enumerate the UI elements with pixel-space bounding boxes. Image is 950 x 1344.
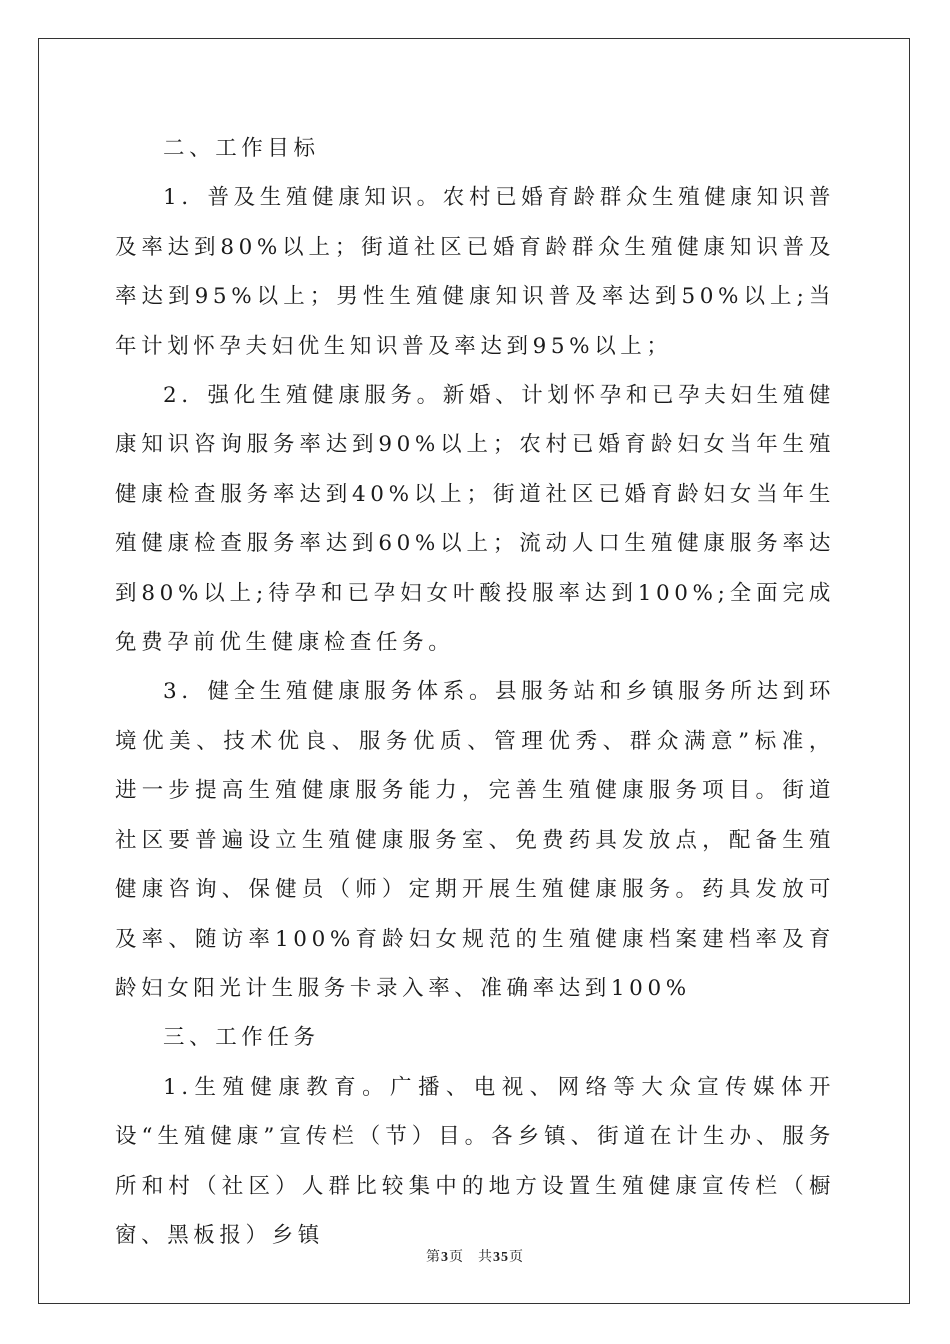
paragraph-system: 3．健全生殖健康服务体系。县服务站和乡镇服务所达到环境优美、技术优良、服务优质、管理优秀、群众满意”标准，进一步提高生殖健康服务能力，完善生殖健康服务项目。街道社区要普遍设立生殖健康服务室、免费药具发放点，配备生殖健康咨询、保健员（师）定期开展生殖健康服务。药具发放可及率、随访率100%育龄妇女规范的生殖健康档案建档率及育龄妇女阳光计生服务卡录入率、准确率达到100% <box>115 679 835 1001</box>
paragraph-services: 2．强化生殖健康服务。新婚、计划怀孕和已孕夫妇生殖健康知识咨询服务率达到90%以上；农村已婚育龄妇女当年生殖健康检查服务率达到40%以上；街道社区已婚育龄妇女当年生殖健康检查服务率达到60%以上；流动人口生殖健康服务率达到80%以上;待孕和已孕妇女叶酸投服率达到100%;全面完成免费孕前优生健康检查任务。 <box>115 383 835 656</box>
paragraph-knowledge: 1．普及生殖健康知识。农村已婚育龄群众生殖健康知识普及率达到80%以上；街道社区已婚育龄群众生殖健康知识普及率达到95%以上；男性生殖健康知识普及率达到50%以上;当年计划怀孕夫妇优生知识普及率达到95%以上； <box>115 185 835 359</box>
total-pages: 35 <box>493 1250 509 1265</box>
section-heading-goals: 二、工作目标 <box>163 136 320 161</box>
total-suffix: 页 <box>509 1249 524 1265</box>
document-body <box>115 124 835 1260</box>
page-footer <box>0 1246 950 1266</box>
section-heading-tasks: 三、工作任务 <box>163 1025 320 1051</box>
total-prefix: 共 <box>478 1249 493 1265</box>
paragraph-education: 1.生殖健康教育。广播、电视、网络等大众宣传媒体开设“生殖健康”宣传栏（节）目。各乡镇、街道在计生办、服务所和村（社区）人群比较集中的地方设置生殖健康宣传栏（橱窗、黑板报）乡镇 <box>115 1074 835 1248</box>
page-number: 3 <box>441 1250 449 1265</box>
page-prefix: 第 <box>426 1249 441 1265</box>
page-suffix: 页 <box>449 1249 464 1265</box>
